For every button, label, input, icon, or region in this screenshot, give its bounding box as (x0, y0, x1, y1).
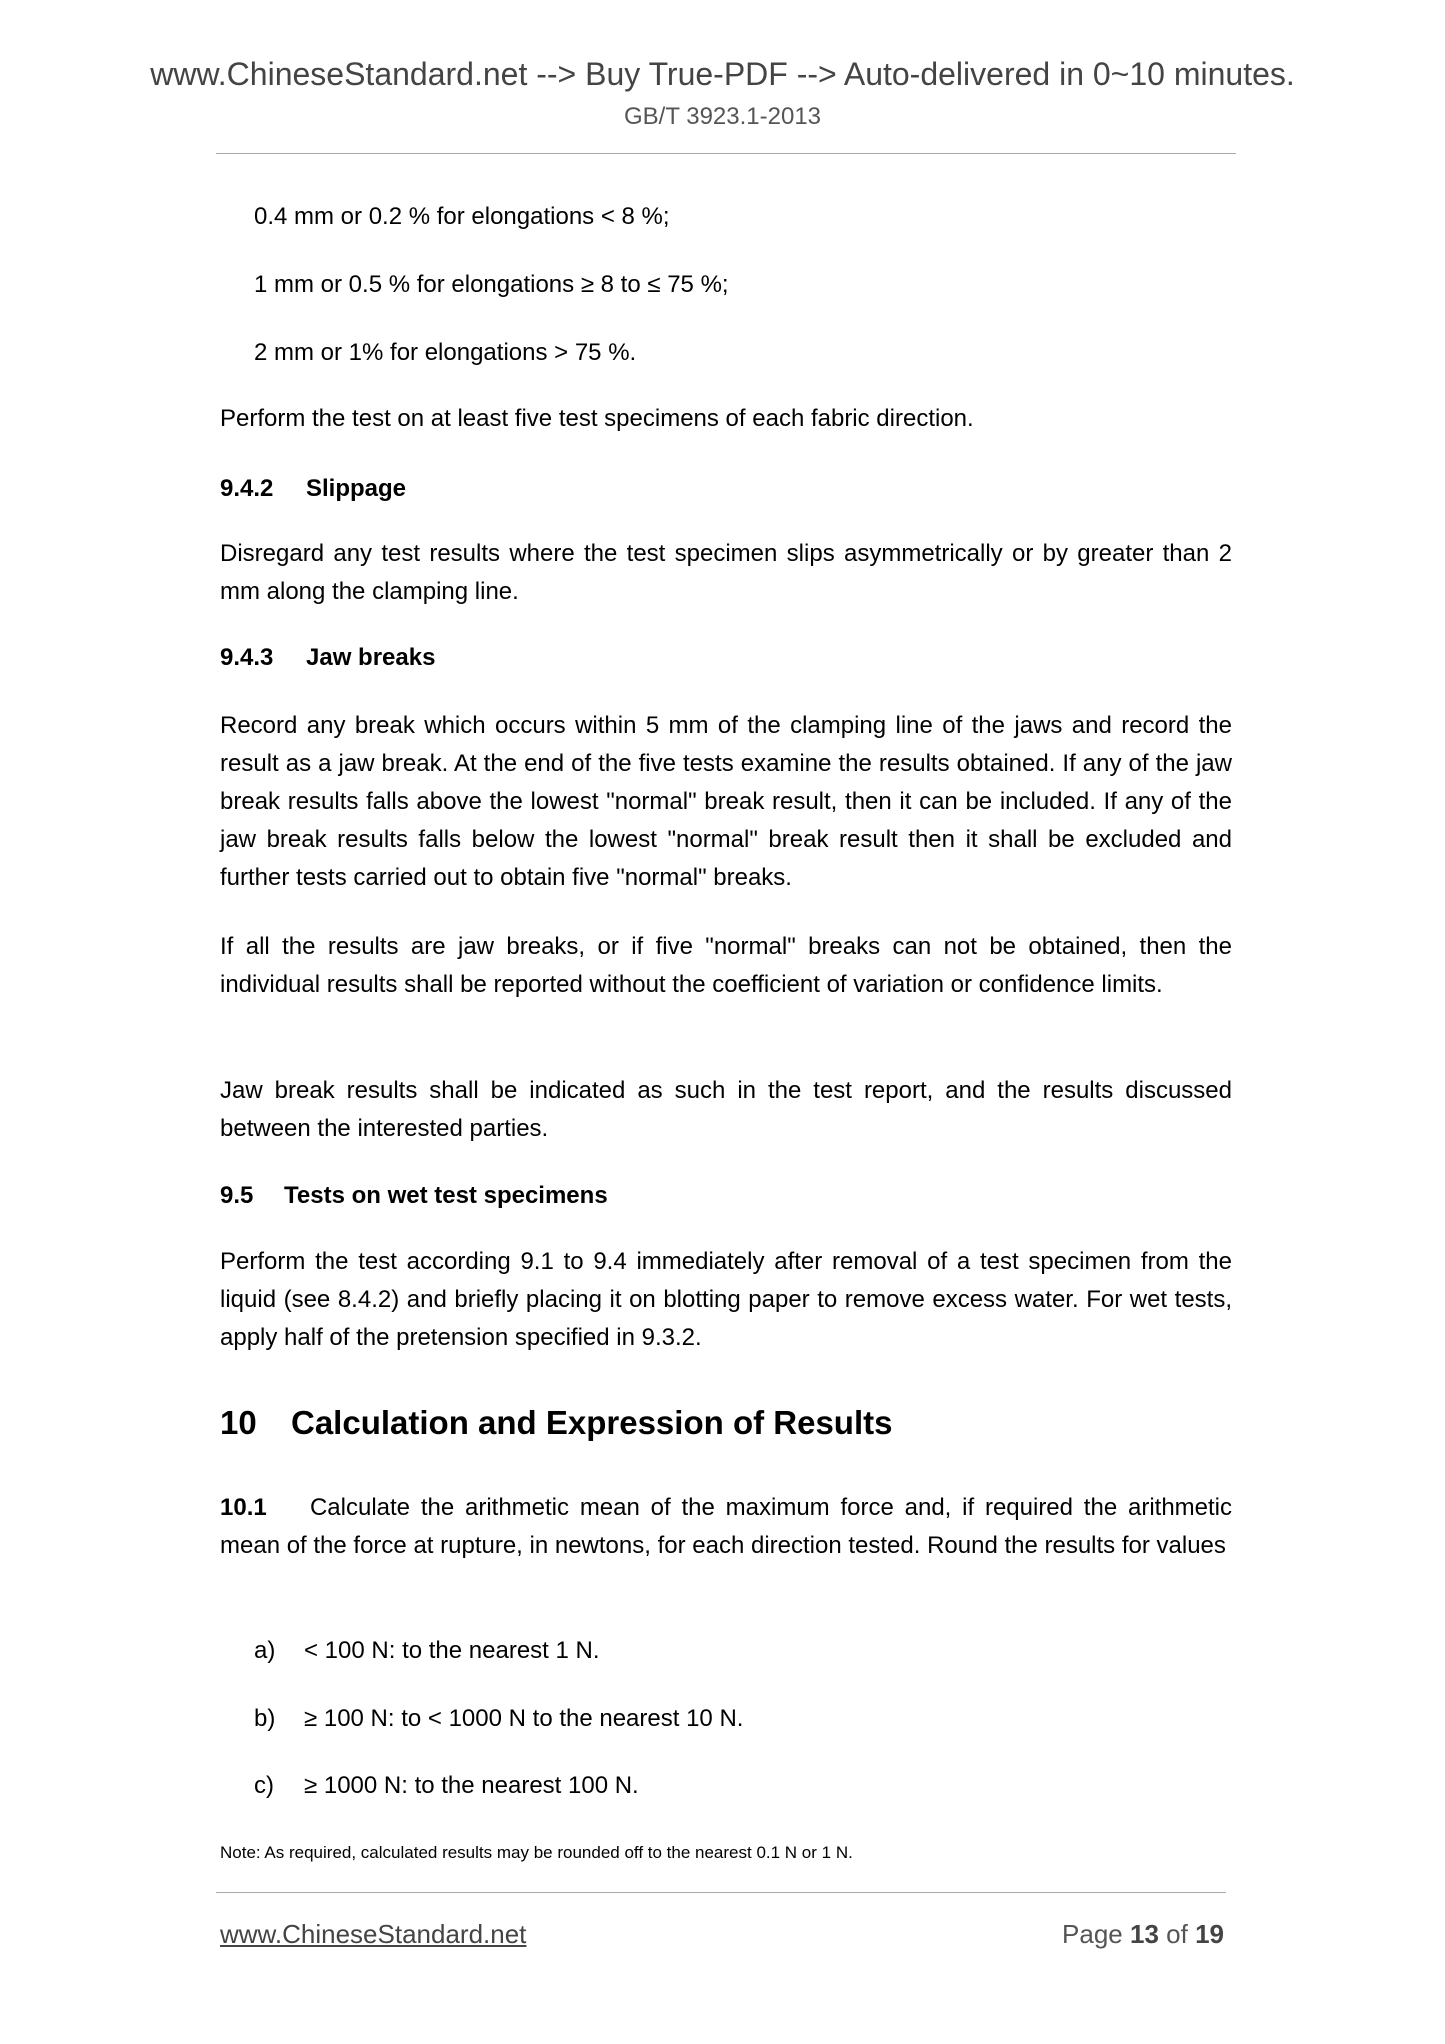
list-label: a) (254, 1637, 276, 1664)
section-heading-10 (220, 1404, 892, 1442)
section-title: Calculation and Expression of Results (291, 1404, 893, 1441)
note: Note: As required, calculated results may be rounded off to the nearest 0.1 N or 1 N. (220, 1843, 853, 1862)
clause-number: 10.1 (220, 1494, 267, 1521)
section-number: 9.5 (220, 1182, 254, 1209)
standard-id: GB/T 3923.1-2013 (623, 103, 822, 130)
page-current: 13 (1130, 1919, 1159, 1949)
paragraph-10-1 (220, 1489, 1232, 1565)
page-total: 19 (1195, 1919, 1224, 1949)
page-of: of (1166, 1919, 1188, 1949)
list-text: < 100 N: to the nearest 1 N. (304, 1637, 600, 1664)
paragraph: Jaw break results shall be indicated as such in the test report, and the results discussed between the interested parties. (220, 1077, 1232, 1142)
paragraph: If all the results are jaw breaks, or if five "normal" breaks can not be obtained, then the individual results shall be reported without the coefficient of variation or confidence limits. (220, 933, 1232, 998)
section-number: 9.4.3 (220, 644, 274, 671)
section-number: 9.4.2 (220, 475, 274, 502)
paragraph: Disregard any test results where the test specimen slips asymmetrically or by greater than 2 mm along the clamping line. (220, 540, 1232, 605)
section-heading-9-4-3 (220, 644, 435, 672)
paragraph: Perform the test according 9.1 to 9.4 immediately after removal of a test specimen from the liquid (see 8.4.2) and briefly placing it on blotting paper to remove excess water. For wet tests, apply half of the pretension specified in 9.3.2. (220, 1248, 1232, 1351)
footer-website-link[interactable]: www.ChineseStandard.net (220, 1919, 527, 1949)
list-text: ≥ 1000 N: to the nearest 100 N. (304, 1772, 639, 1799)
list-label: b) (254, 1705, 276, 1732)
tolerance-item: 1 mm or 0.5 % for elongations ≥ 8 to ≤ 75 %; (254, 271, 729, 298)
footer-divider (216, 1892, 1226, 1893)
section-title: Jaw breaks (306, 644, 436, 671)
list-item (254, 1637, 600, 1665)
section-heading-9-4-2 (220, 475, 406, 503)
list-item (254, 1705, 743, 1733)
tolerance-item: 2 mm or 1% for elongations > 75 %. (254, 339, 637, 366)
paragraph: Perform the test on at least five test specimens of each fabric direction. (220, 405, 974, 432)
header-banner: www.ChineseStandard.net --> Buy True-PDF --> Auto-delivered in 0~10 minutes. (150, 56, 1295, 92)
header-divider (216, 153, 1236, 154)
paragraph: Record any break which occurs within 5 mm of the clamping line of the jaws and record the result as a jaw break. At the end of the five tests examine the results obtained. If any of the jaw break results falls above the lowest "normal" break result, then it can be included. If any of the jaw break results falls below the lowest "normal" break result then it shall be excluded and further tests carried out to obtain five "normal" breaks. (220, 712, 1232, 891)
section-heading-9-5 (220, 1182, 608, 1210)
list-text: ≥ 100 N: to < 1000 N to the nearest 10 N. (304, 1705, 744, 1732)
clause-text: Calculate the arithmetic mean of the maximum force and, if required the arithmetic mean of the force at rupture, in newtons, for each direction tested. Round the results for values (220, 1494, 1233, 1559)
tolerance-item: 0.4 mm or 0.2 % for elongations < 8 %; (254, 203, 670, 230)
section-number: 10 (220, 1404, 257, 1441)
section-title: Tests on wet test specimens (284, 1182, 608, 1209)
list-label: c) (254, 1772, 274, 1799)
list-item (254, 1772, 639, 1800)
page-prefix: Page (1062, 1919, 1123, 1949)
section-title: Slippage (306, 475, 407, 502)
page-number (1062, 1919, 1224, 1950)
